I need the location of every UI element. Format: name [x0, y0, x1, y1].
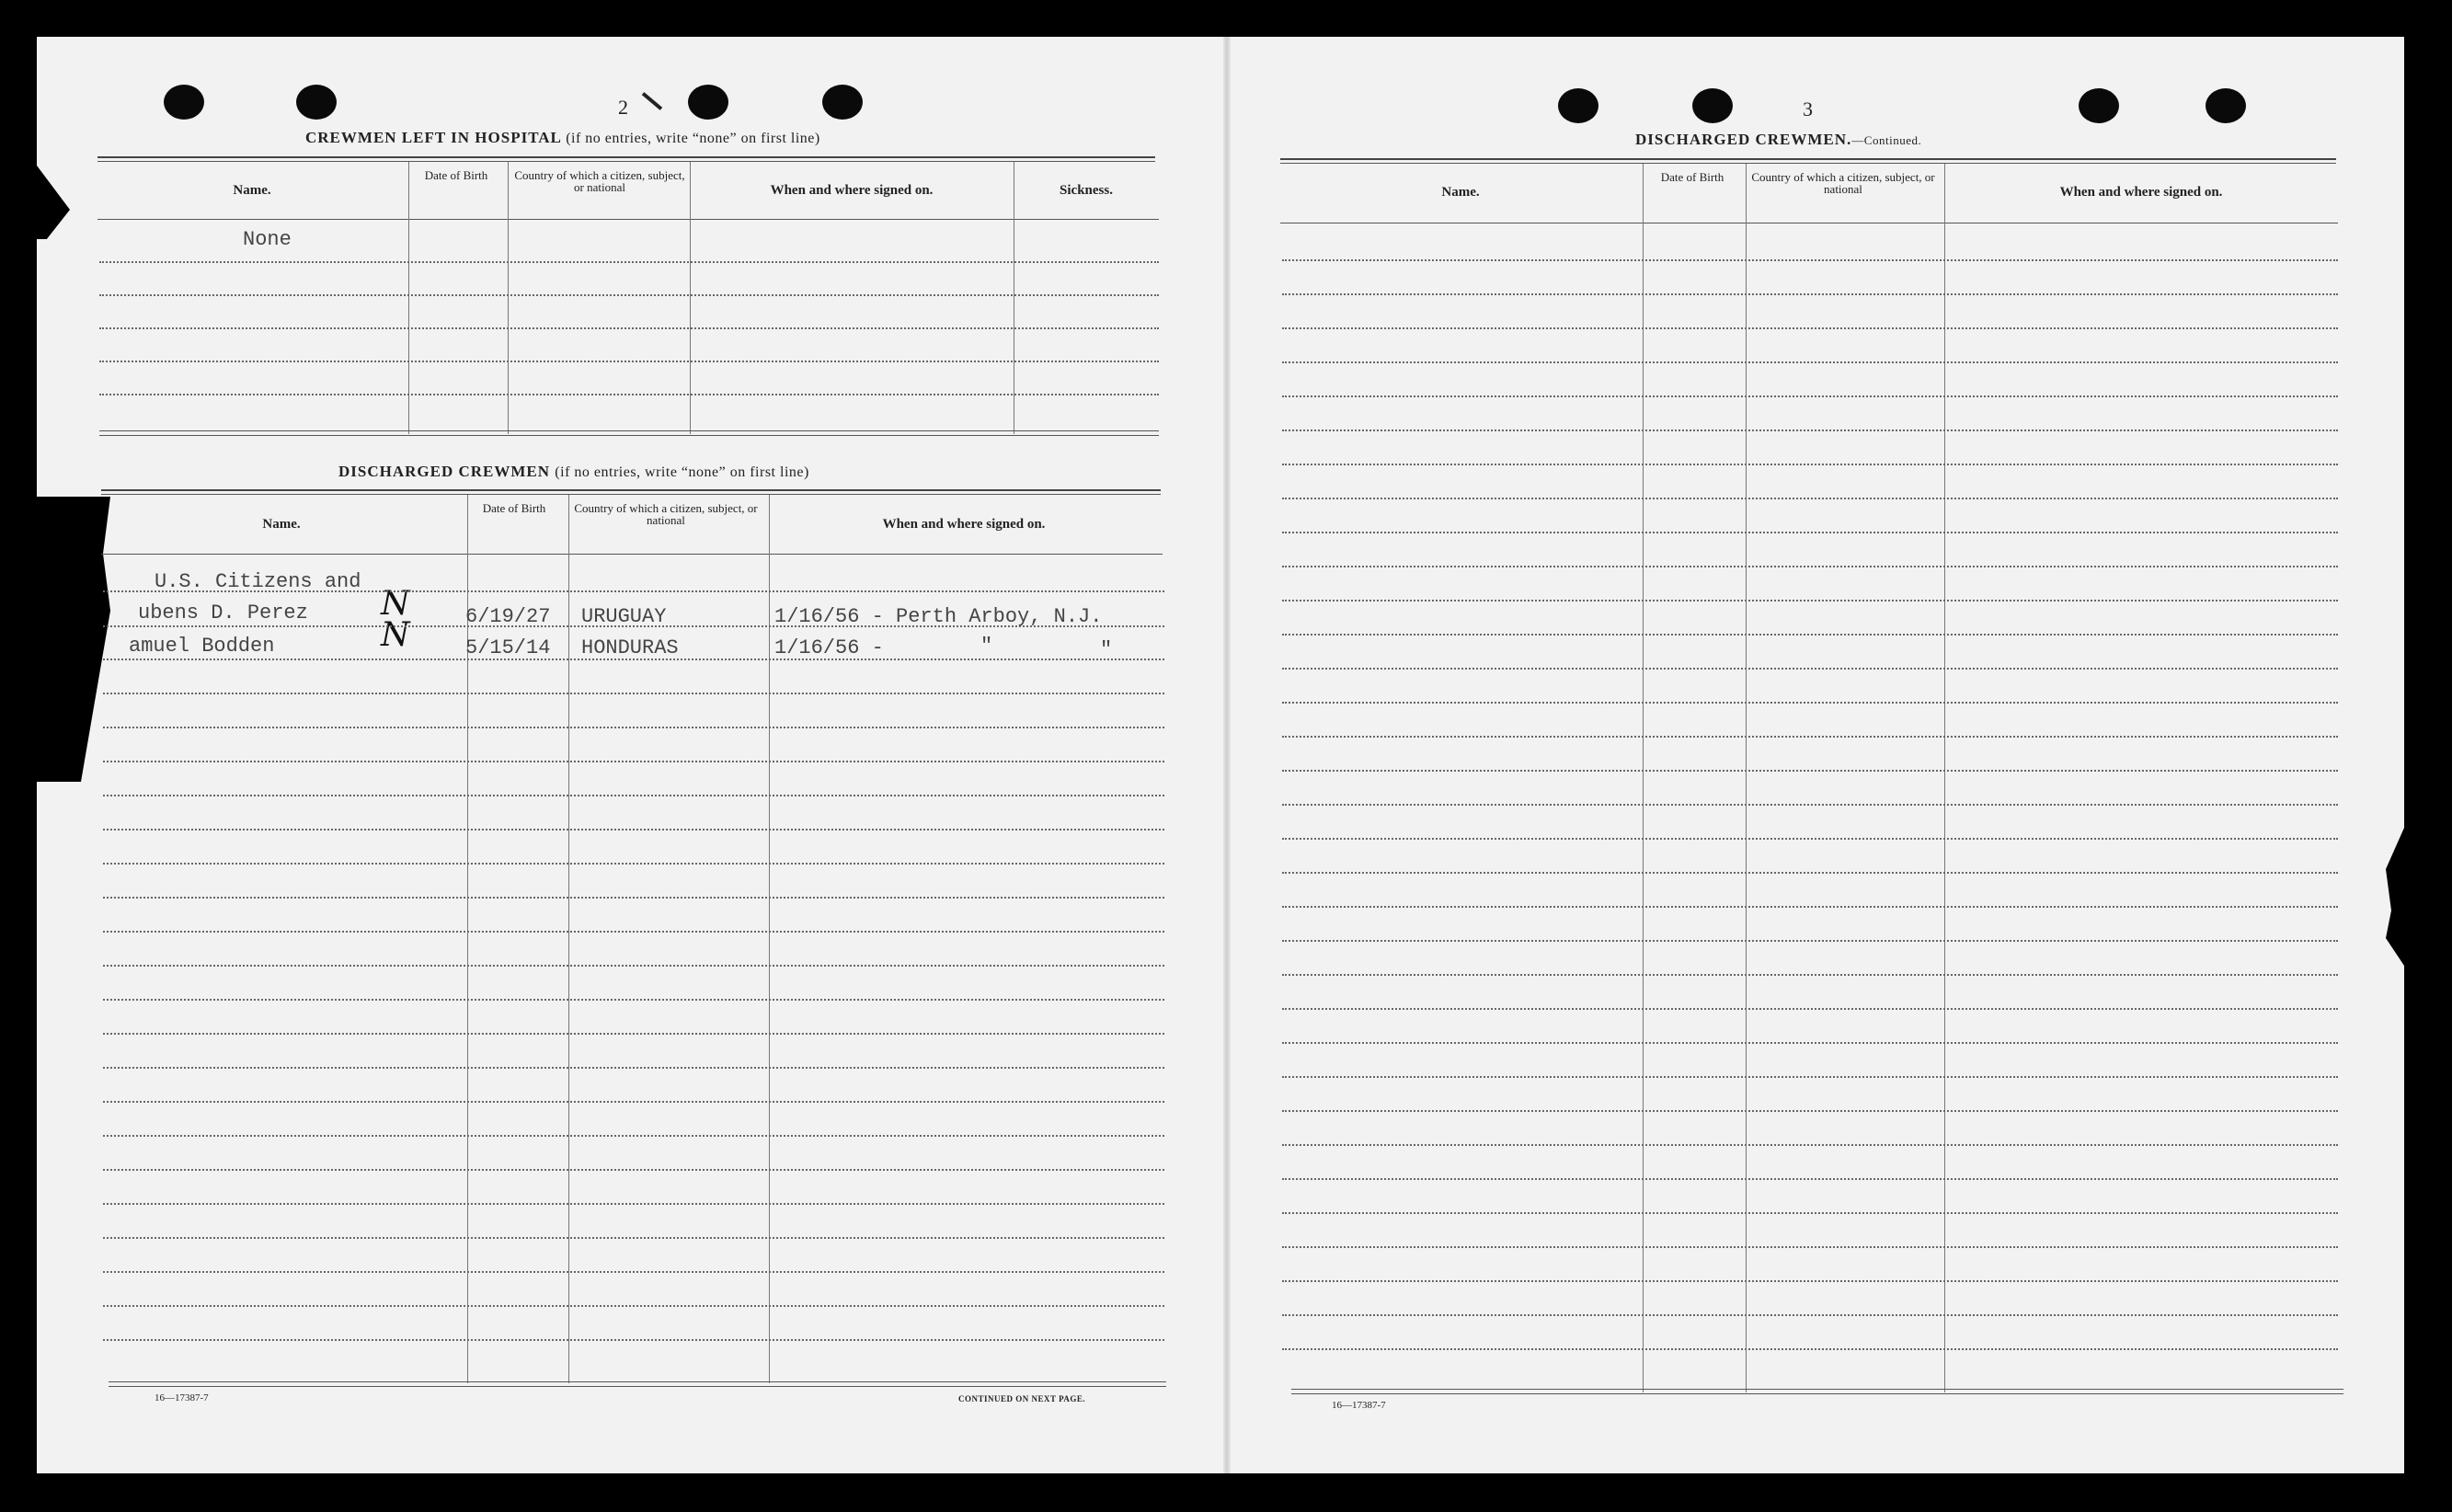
right-col-divider: [1944, 164, 1945, 1392]
row-line: [103, 863, 1164, 865]
row-line: [103, 625, 1164, 627]
row-line: [1282, 361, 2338, 363]
row-line: [103, 1305, 1164, 1307]
row-line: [1282, 430, 2338, 431]
form-number-left: 16—17387-7: [155, 1392, 209, 1403]
hospital-col-signed: When and where signed on.: [770, 183, 934, 198]
punch-hole: [164, 85, 204, 120]
right-col-country: Country of which a citizen, subject, or national: [1751, 170, 1935, 196]
row-line: [99, 261, 1159, 263]
row-line: [1282, 1042, 2338, 1044]
discharged-col-name: Name.: [262, 517, 301, 532]
hospital-col-sickness: Sickness.: [1060, 183, 1113, 198]
ditto-mark: ": [980, 635, 993, 658]
row-line: [103, 1237, 1164, 1239]
discharged-row-1-signed: 1/16/56 - Perth Arboy, N.J.: [774, 605, 1103, 628]
hospital-title-text: CREWMEN LEFT IN HOSPITAL: [305, 129, 561, 146]
row-line: [1282, 532, 2338, 533]
punch-hole: [1558, 88, 1598, 123]
ditto-mark: ": [1100, 638, 1113, 661]
row-line: [103, 761, 1164, 762]
row-line: [103, 1271, 1164, 1273]
right-bottom-rule-2: [1291, 1393, 2343, 1394]
page-fold: [1223, 37, 1231, 1473]
right-col-divider: [1643, 164, 1644, 1392]
row-line: [99, 361, 1159, 362]
row-line: [1282, 1212, 2338, 1214]
row-line: [103, 965, 1164, 967]
hospital-col-dob: Date of Birth: [424, 168, 488, 182]
row-line: [1282, 1008, 2338, 1010]
row-line: [1282, 872, 2338, 874]
discharged-header-entry: U.S. Citizens and: [155, 570, 361, 593]
discharged-col-divider: [769, 495, 770, 1383]
row-line: [103, 1169, 1164, 1171]
right-bottom-rule: [1291, 1389, 2343, 1390]
hospital-table-top-rule-2: [97, 161, 1155, 162]
discharged-col-country: Country of which a citizen, subject, or national: [574, 501, 758, 527]
row-line: [1282, 464, 2338, 465]
discharged-row-1-dob: 6/19/27: [465, 605, 551, 628]
row-line: [103, 693, 1164, 694]
discharged-row-2-country: HONDURAS: [581, 636, 679, 659]
row-line: [103, 1101, 1164, 1103]
row-line: [1282, 1246, 2338, 1248]
right-section-title: [1635, 131, 1921, 149]
right-col-name: Name.: [1441, 185, 1480, 200]
row-line: [1282, 804, 2338, 806]
row-line: [103, 1339, 1164, 1341]
punch-hole: [688, 85, 728, 120]
right-title-text: DISCHARGED CREWMEN.: [1635, 131, 1852, 148]
row-line: [1282, 940, 2338, 942]
hospital-bottom-rule: [99, 430, 1159, 431]
row-line: [1282, 1280, 2338, 1282]
page-number-right: 3: [1803, 97, 1813, 120]
discharged-bottom-rule: [109, 1381, 1166, 1382]
row-line: [1282, 1110, 2338, 1112]
row-line: [1282, 1178, 2338, 1180]
punch-hole: [822, 85, 863, 120]
discharged-row-1-country: URUGUAY: [581, 605, 667, 628]
row-line: [1282, 634, 2338, 636]
row-line: [1282, 327, 2338, 329]
row-line: [103, 1135, 1164, 1137]
row-line: [1282, 906, 2338, 908]
discharged-section-title: [338, 463, 809, 481]
right-title-suffix: —Continued.: [1851, 133, 1922, 147]
row-line: [1282, 600, 2338, 601]
row-line: [99, 394, 1159, 395]
discharged-col-dob: Date of Birth: [482, 501, 546, 515]
discharged-title-note: (if no entries, write “none” on first line): [555, 464, 809, 480]
row-line: [99, 294, 1159, 296]
continued-note: CONTINUED ON NEXT PAGE.: [958, 1394, 1086, 1403]
row-line: [1282, 770, 2338, 772]
punch-hole: [296, 85, 337, 120]
punch-hole: [2079, 88, 2119, 123]
discharged-row-1-name: ubens D. Perez: [138, 601, 308, 624]
document-sheet: [37, 37, 2404, 1473]
row-line: [103, 1203, 1164, 1205]
right-table-top-rule-2: [1280, 163, 2336, 164]
handwritten-mark: N: [381, 616, 410, 654]
hospital-section-title: [305, 129, 820, 147]
row-line: [1282, 1076, 2338, 1078]
row-line: [1282, 668, 2338, 670]
hospital-header-rule: [97, 219, 1159, 220]
row-line: [103, 590, 1164, 592]
discharged-col-signed: When and where signed on.: [882, 517, 1046, 532]
row-line: [1282, 498, 2338, 499]
discharged-row-2-name: amuel Bodden: [129, 635, 275, 658]
row-line: [103, 1033, 1164, 1035]
row-line: [99, 327, 1159, 329]
hospital-title-note: (if no entries, write “none” on first line): [566, 131, 820, 146]
form-number-right: 16—17387-7: [1332, 1400, 1386, 1411]
punch-hole: [2206, 88, 2246, 123]
hospital-col-country: Country of which a citizen, subject, or national: [514, 168, 685, 194]
hospital-bottom-rule-2: [99, 435, 1159, 436]
page-number-left: 2: [618, 96, 628, 119]
right-col-divider: [1746, 164, 1747, 1392]
right-col-dob: Date of Birth: [1660, 170, 1724, 184]
row-line: [1282, 1348, 2338, 1350]
right-table-top-rule: [1280, 158, 2336, 160]
row-line: [103, 999, 1164, 1001]
discharged-bottom-rule-2: [109, 1386, 1166, 1387]
row-line: [1282, 1144, 2338, 1146]
discharged-table-top-rule: [101, 489, 1161, 491]
row-line: [1282, 702, 2338, 704]
row-line: [103, 795, 1164, 796]
row-line: [1282, 395, 2338, 397]
discharged-title-text: DISCHARGED CREWMEN: [338, 463, 551, 480]
row-line: [1282, 974, 2338, 976]
row-line: [1282, 1314, 2338, 1316]
discharged-header-rule: [101, 554, 1163, 555]
hospital-col-name: Name.: [233, 183, 271, 198]
discharged-row-2-signed: 1/16/56 -: [774, 636, 884, 659]
row-line: [1282, 259, 2338, 261]
row-line: [103, 1067, 1164, 1069]
hospital-table-top-rule: [97, 156, 1155, 158]
discharged-col-divider: [568, 495, 569, 1383]
row-line: [103, 659, 1164, 660]
row-line: [1282, 566, 2338, 567]
row-line: [103, 931, 1164, 933]
row-line: [1282, 838, 2338, 840]
discharged-row-2-dob: 5/15/14: [465, 636, 551, 659]
handwritten-mark: N: [381, 585, 410, 623]
row-line: [1282, 293, 2338, 295]
row-line: [103, 727, 1164, 728]
punch-hole: [1692, 88, 1733, 123]
discharged-table-top-rule-2: [101, 494, 1161, 495]
right-col-signed: When and where signed on.: [2059, 185, 2223, 200]
row-line: [103, 829, 1164, 830]
row-line: [103, 897, 1164, 899]
hospital-first-entry: None: [243, 228, 292, 251]
row-line: [1282, 736, 2338, 738]
